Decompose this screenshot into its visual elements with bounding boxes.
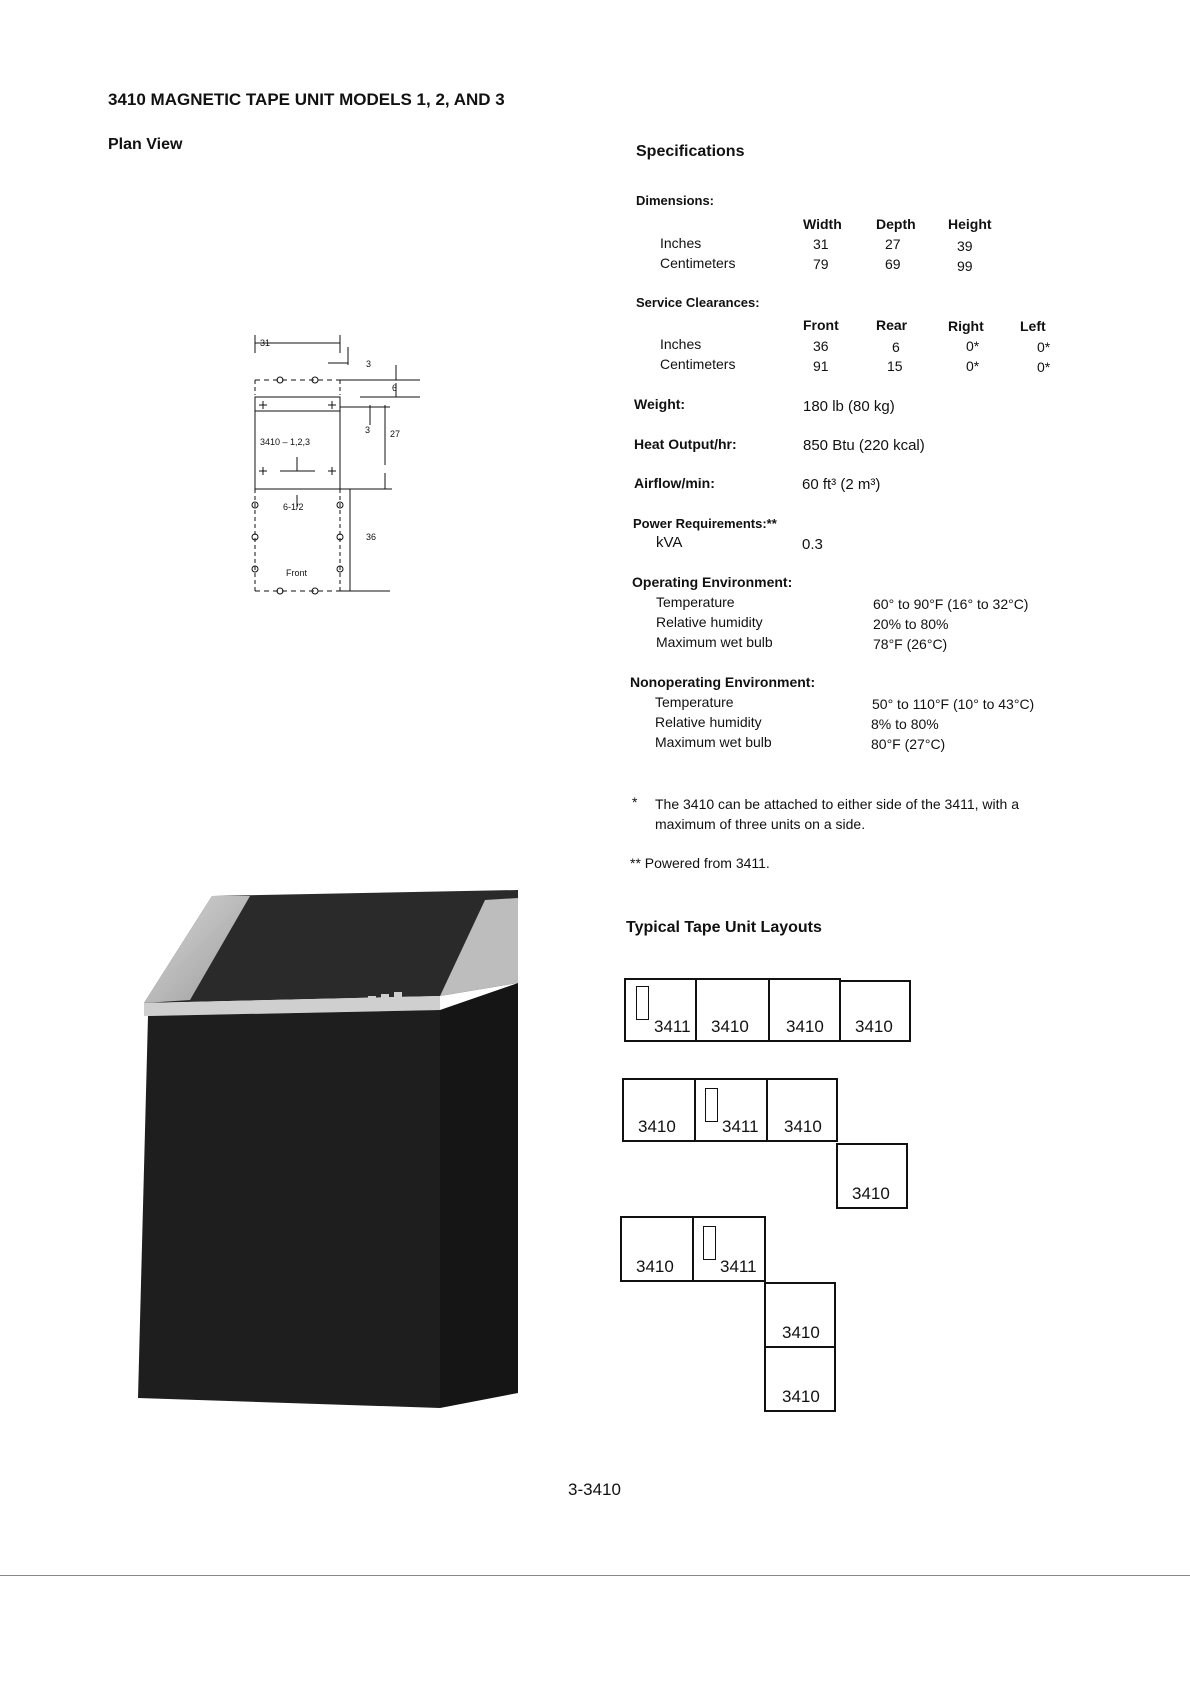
- dimensions-row-name: Inches: [660, 235, 702, 251]
- heat-output-value: 850 Btu (220 kcal): [803, 437, 925, 454]
- operating-row-name: Maximum wet bulb: [656, 634, 773, 650]
- plan-view-heading: Plan View: [108, 136, 183, 153]
- clearances-cell: 0*: [1037, 359, 1051, 375]
- layout-cell-label: 3410: [855, 1017, 893, 1036]
- clearances-cell: 91: [813, 358, 829, 374]
- clearances-header-left: Left: [1020, 318, 1046, 334]
- nonoperating-row-name: Maximum wet bulb: [655, 734, 772, 750]
- layout-cell-3410: [695, 978, 770, 1042]
- dim-six-half-label: 6-1/2: [283, 502, 304, 512]
- note-1-line-2: maximum of three units on a side.: [655, 816, 866, 832]
- page-number: 3-3410: [568, 1480, 621, 1499]
- operating-row-name: Relative humidity: [656, 614, 763, 630]
- bottom-divider: [0, 1575, 1190, 1576]
- operating-row-value: 60° to 90°F (16° to 32°C): [873, 596, 1029, 612]
- layout-cell-3410: [764, 1282, 836, 1348]
- dimensions-cell: 39: [957, 238, 973, 254]
- dimensions-header-width: Width: [803, 216, 842, 232]
- note-asterisk: *: [632, 794, 638, 810]
- power-kva-value: 0.3: [802, 536, 823, 553]
- nonoperating-row-value: 80°F (27°C): [871, 736, 946, 752]
- nonoperating-row-value: 8% to 80%: [871, 716, 939, 732]
- layout-cell-label: 3410: [638, 1117, 676, 1136]
- dimensions-label: Dimensions:: [636, 193, 715, 208]
- layout-cell-3411: [692, 1216, 766, 1282]
- layout-cell-3410: [620, 1216, 694, 1282]
- dim-36-label: 36: [366, 532, 377, 542]
- dimensions-header-height: Height: [948, 216, 992, 232]
- dim-3a-label: 3: [366, 359, 372, 369]
- clearances-header-right: Right: [948, 318, 984, 334]
- model-label: 3410 – 1,2,3: [260, 437, 311, 447]
- clearances-cell: 0*: [966, 338, 980, 354]
- layout-cell-label: 3410: [784, 1117, 822, 1136]
- plan-view-diagram: [240, 335, 430, 595]
- airflow-value: 60 ft³ (2 m³): [802, 476, 881, 493]
- dimensions-cell: 79: [813, 256, 829, 272]
- layout-cell-label: 3410: [782, 1387, 820, 1406]
- layout-cell-label: 3411: [722, 1117, 759, 1136]
- layout-cell-3410: [768, 978, 841, 1042]
- dim-3b-label: 3: [365, 425, 371, 435]
- clearances-header-rear: Rear: [876, 317, 908, 333]
- dim-6-label: 6: [392, 383, 398, 393]
- note-1-line-1: The 3410 can be attached to either side of the 3411, with a: [655, 796, 1019, 812]
- layout-cell-label: 3410: [782, 1323, 820, 1342]
- nonoperating-row-name: Temperature: [655, 694, 734, 710]
- airflow-label: Airflow/min:: [634, 475, 715, 491]
- weight-value: 180 lb (80 kg): [803, 398, 895, 415]
- layout-cell-3410: [836, 1143, 908, 1209]
- heat-output-label: Heat Output/hr:: [634, 436, 737, 452]
- dimensions-cell: 99: [957, 258, 973, 274]
- clearances-label: Service Clearances:: [636, 295, 760, 310]
- x-box-icon: [636, 986, 649, 1020]
- operating-env-label: Operating Environment:: [632, 574, 793, 590]
- layout-cell-label: 3410: [636, 1257, 674, 1276]
- nonoperating-row-name: Relative humidity: [655, 714, 762, 730]
- layout-cell-label: 3410: [786, 1017, 824, 1036]
- dim-27-label: 27: [390, 429, 401, 439]
- clearances-cell: 6: [892, 339, 900, 355]
- layout-cell-label: 3410: [852, 1184, 890, 1203]
- power-label: Power Requirements:**: [633, 516, 777, 531]
- clearances-cell: 0*: [1037, 339, 1051, 355]
- layout-cell-3410: [839, 980, 911, 1042]
- clearances-cell: 15: [887, 358, 903, 374]
- clearances-cell: 0*: [966, 358, 980, 374]
- dim-width-label: 31: [260, 338, 271, 348]
- nonoperating-env-label: Nonoperating Environment:: [630, 674, 816, 690]
- nonoperating-row-value: 50° to 110°F (10° to 43°C): [872, 696, 1035, 712]
- layout-cell-3410: [766, 1078, 838, 1142]
- layout-cell-label: 3411: [654, 1017, 691, 1036]
- tape-unit-photo: [130, 888, 530, 1408]
- layout-cell-3411: [624, 978, 697, 1042]
- dimensions-cell: 27: [885, 236, 901, 252]
- clearances-header-front: Front: [803, 317, 839, 333]
- clearances-row-name: Centimeters: [660, 356, 736, 372]
- layout-cell-label: 3411: [720, 1257, 757, 1276]
- layout-cell-3410: [622, 1078, 696, 1142]
- layout-cell-3411: [694, 1078, 768, 1142]
- dimensions-cell: 69: [885, 256, 901, 272]
- page-title: 3410 MAGNETIC TAPE UNIT MODELS 1, 2, AND 3: [108, 90, 505, 109]
- layouts-heading: Typical Tape Unit Layouts: [626, 919, 822, 936]
- layout-cell-3410: [764, 1346, 836, 1412]
- operating-row-value: 20% to 80%: [873, 616, 949, 632]
- operating-row-name: Temperature: [656, 594, 735, 610]
- front-label: Front: [286, 568, 308, 578]
- specifications-heading: Specifications: [636, 143, 745, 160]
- weight-label: Weight:: [634, 396, 686, 412]
- clearances-cell: 36: [813, 338, 829, 354]
- power-kva-label: kVA: [656, 534, 683, 551]
- clearances-row-name: Inches: [660, 336, 702, 352]
- dimensions-header-depth: Depth: [876, 216, 916, 232]
- note-2: ** Powered from 3411.: [630, 855, 770, 871]
- operating-row-value: 78°F (26°C): [873, 636, 948, 652]
- dimensions-row-name: Centimeters: [660, 255, 736, 271]
- x-box-icon: [703, 1226, 716, 1260]
- layout-cell-label: 3410: [711, 1017, 749, 1036]
- x-box-icon: [705, 1088, 718, 1122]
- dimensions-cell: 31: [813, 236, 829, 252]
